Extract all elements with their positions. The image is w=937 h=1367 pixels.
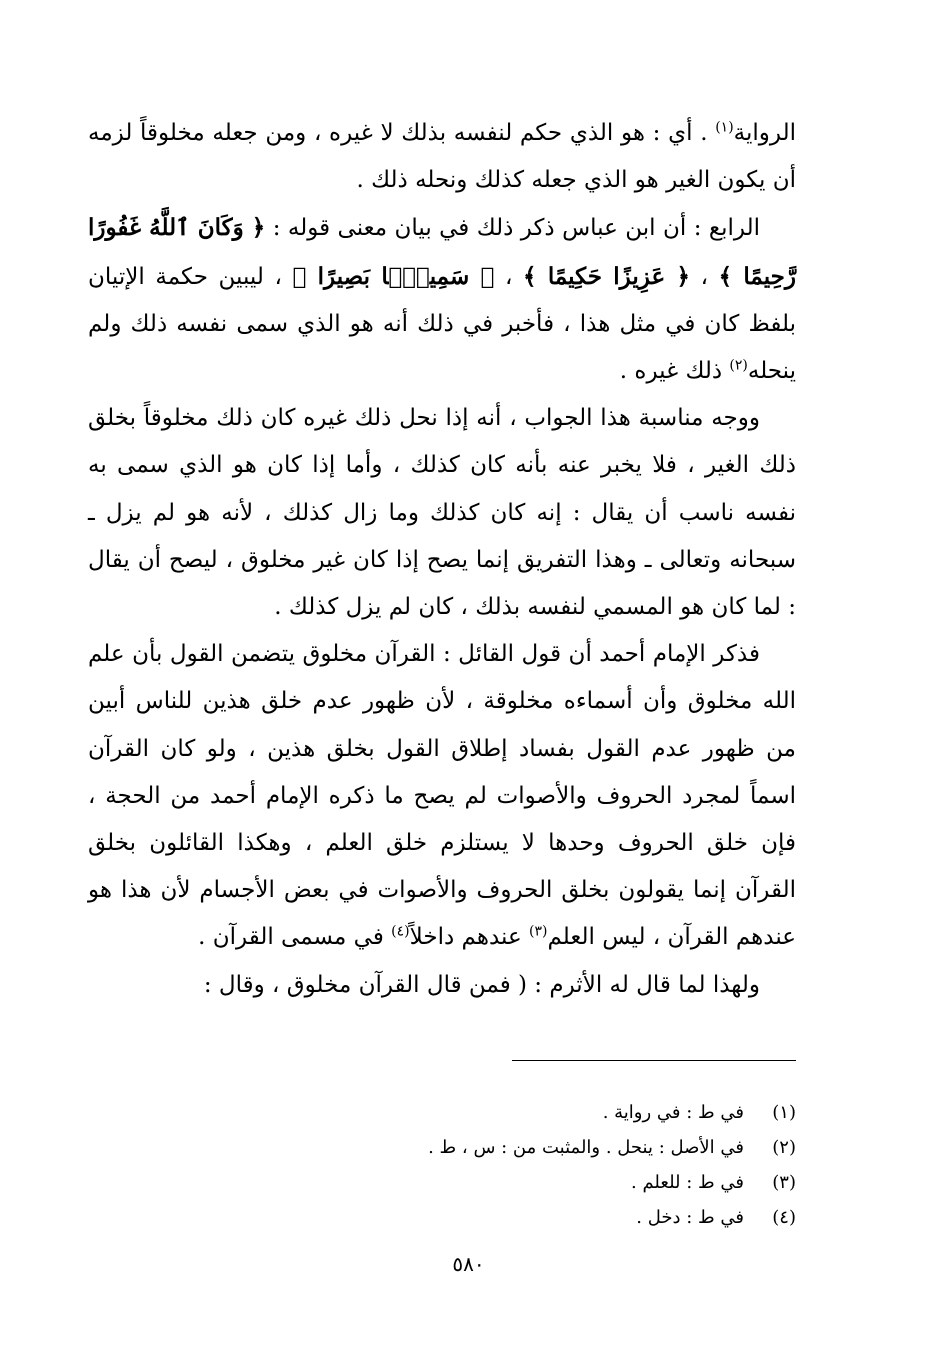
footnote-4 [236, 1200, 796, 1235]
paragraph-4 [88, 631, 796, 961]
main-text [88, 110, 796, 1009]
text-span: عندهم داخلاً [409, 924, 529, 951]
footnote-2 [236, 1130, 796, 1165]
footnote-text: في ط : دخل . [636, 1207, 744, 1228]
footnote-1 [236, 1095, 796, 1130]
paragraph-3: ووجه مناسبة هذا الجواب ، أنه إذا نحل ذلك غيره كان ذلك مخلوقاً بخلق ذلك الغير ، فلا يخبر عنه بأنه كان كذلك ، وأما إذا كان هو الذي سمى به نفسه ناسب أن يقال : إنه كان كذلك وما زال كذلك ، لأنه هو لم يزل ـ سبحانه وتعالى ـ وهذا التفريق إنما يصح إذا كان غير مخلوق ، ليصح أن يقال : لما كان هو المسمي لنفسه بذلك ، كان لم يزل كذلك . [88, 405, 796, 621]
paragraph-2 [88, 204, 796, 395]
footnote-text: في ط : للعلم . [631, 1172, 744, 1193]
separator: ، [494, 263, 524, 290]
paragraph-1 [88, 110, 796, 204]
footnote-ref-2: (٢) [729, 357, 748, 374]
text-span: الرابع : أن ابن عباس ذكر ذلك في بيان معنى قوله : [265, 215, 760, 242]
footnote-number: (٢) [772, 1137, 796, 1158]
footnote-number: (١) [772, 1102, 796, 1123]
text-span: . أي : هو الذي حكم لنفسه بذلك لا غيره ، ومن جعله مخلوقاً لزمه أن يكون الغير هو الذي جعله كذلك ونحله ذلك . [88, 120, 796, 194]
text-span: ذلك غيره . [619, 358, 730, 385]
page-number: ٥٨٠ [452, 1252, 485, 1276]
footnote-text: في الأصل : ينحل . والمثبت من : س ، ط . [428, 1137, 744, 1158]
text-span: الرواية [733, 120, 796, 146]
text-span: في مسمى القرآن . [198, 924, 392, 951]
footnote-divider [512, 1060, 796, 1061]
footnote-number: (٣) [772, 1172, 796, 1193]
quran-verse-3: ﴿ سَمِيعًۢا بَصِيرًا ﴾ [292, 262, 495, 290]
footnote-number: (٤) [772, 1207, 796, 1228]
footnotes [236, 1095, 796, 1235]
footnote-text: في ط : في رواية . [602, 1102, 744, 1123]
text-span: فذكر الإمام أحمد أن قول القائل : القرآن مخلوق يتضمن القول بأن علم الله مخلوق وأن أسماءه مخلوقة ، لأن ظهور عدم خلق هذين للناس أبين من ظهور عدم القول بفساد إطلاق القول بخلق هذين ، ولو كان القرآن اسماً لمجرد الحروف والأصوات لم يصح ما ذكره الإمام أحمد من الحجة ، فإن خلق الحروف وحدها لا يستلزم خلق العلم ، وهكذا القائلون بخلق القرآن إنما يقولون بخلق الحروف والأصوات في بعض الأجسام لأن هذا هو عندهم القرآن ، ليس العلم [88, 641, 796, 951]
text-span: ، ليبين حكمة الإتيان بلفظ كان في مثل هذا ، فأخبر في ذلك أنه هو الذي سمى نفسه ذلك ولم ينحله [88, 263, 796, 385]
footnote-ref-1: (١) [715, 119, 734, 136]
quran-verse-2: ﴿ عَزِيزًا حَكِيمًا ﴾ [523, 262, 690, 290]
footnote-3 [236, 1165, 796, 1200]
paragraph-5: ولهذا لما قال له الأثرم : ( فمن قال القرآن مخلوق ، وقال : [203, 971, 760, 998]
separator: ، [689, 263, 719, 290]
footnote-ref-4: (٤) [391, 923, 410, 940]
footnote-ref-3: (٣) [529, 923, 548, 940]
quran-verse-1: ﴿ وَكَانَ ٱللَّهُ غَفُورًا رَّحِيمًا ﴾ [88, 214, 796, 290]
